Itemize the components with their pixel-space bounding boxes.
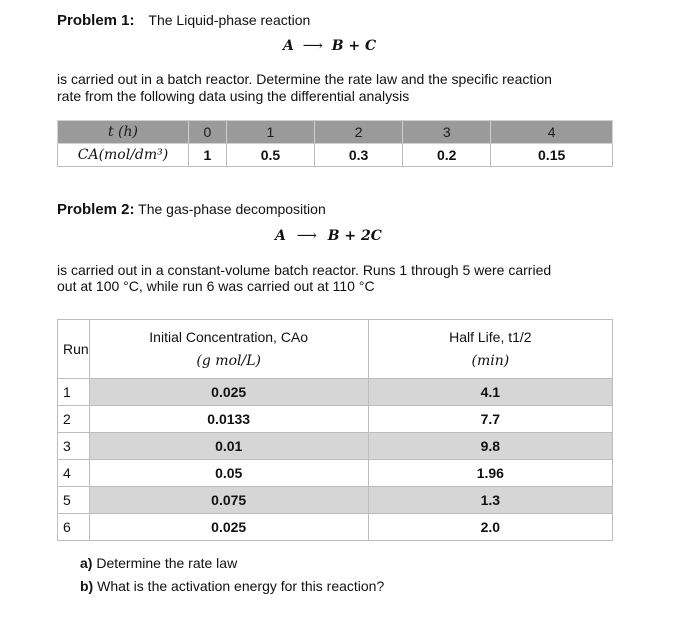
table-row [58,514,613,541]
concentration-cell: 0.05 [89,460,368,487]
table-row [58,406,613,433]
question-a [80,554,237,572]
concentration-cell: 0.0133 [89,406,368,433]
half-life-unit: (min) [471,353,510,369]
time-cell: 0 [189,121,227,144]
initial-concentration-unit: (g mol/L) [196,353,261,369]
question-b-label: b) [80,578,94,594]
problem1-desc-line2: rate from the following data using the differential analysis [57,88,410,104]
problem2-reaction [275,227,382,245]
concentration-cell: 0.3 [315,144,403,167]
problem2-label: Problem 2: [57,201,135,218]
concentration-cell: 1 [189,144,227,167]
run-cell: 1 [58,379,90,406]
initial-concentration-title: Initial Concentration, CAo [149,329,309,345]
problem2-products: B + 2C [327,228,382,244]
concentration-row [58,144,613,167]
problem1-reactant: A [283,38,294,54]
half-life-header [368,320,612,379]
half-life-cell: 9.8 [368,433,612,460]
question-a-text: Determine the rate law [96,555,238,571]
concentration-cell: 0.2 [403,144,491,167]
concentration-cell: 0.025 [89,514,368,541]
time-cell: 1 [226,121,314,144]
problem2-arrow: ⟶ [296,228,317,244]
run-header: Run [58,320,90,379]
run-cell: 4 [58,460,90,487]
time-cell: 3 [403,121,491,144]
problem1-products: B + C [331,38,377,54]
problem2-heading [57,200,326,219]
run-cell: 2 [58,406,90,433]
problem2-data-table [57,319,613,541]
table-row [58,487,613,514]
table-header-row [58,320,613,379]
table-row [58,460,613,487]
problem2-reactant: A [275,228,286,244]
half-life-cell: 1.3 [368,487,612,514]
concentration-header: CA(mol/dm³) [58,144,189,167]
problem2-desc-line1: is carried out in a constant-volume batch reactor. Runs 1 through 5 were carried [57,262,552,278]
problem1-desc-line1: is carried out in a batch reactor. Determine the rate law and the specific reaction [57,71,552,87]
table-row [58,379,613,406]
time-cell: 2 [315,121,403,144]
time-header: t (h) [58,121,189,144]
problem2-desc-line2: out at 100 °C, while run 6 was carried out at 110 °C [57,278,375,294]
question-a-label: a) [80,555,93,571]
problem1-reaction [283,37,376,55]
half-life-title: Half Life, t1/2 [449,329,532,345]
concentration-cell: 0.025 [89,379,368,406]
concentration-cell: 0.01 [89,433,368,460]
run-cell: 3 [58,433,90,460]
concentration-cell: 0.075 [89,487,368,514]
concentration-cell: 0.15 [491,144,613,167]
half-life-cell: 1.96 [368,460,612,487]
problem1-arrow: ⟶ [302,38,323,54]
initial-concentration-header [89,320,368,379]
time-row [58,121,613,144]
problem1-data-table [57,120,613,167]
problem1-heading [57,11,310,30]
problem1-title: The Liquid-phase reaction [148,12,311,28]
problem1-label: Problem 1: [57,12,135,29]
half-life-cell: 7.7 [368,406,612,433]
half-life-cell: 4.1 [368,379,612,406]
concentration-cell: 0.5 [226,144,314,167]
run-cell: 5 [58,487,90,514]
time-cell: 4 [491,121,613,144]
half-life-cell: 2.0 [368,514,612,541]
question-b [80,577,384,595]
table-row [58,433,613,460]
run-cell: 6 [58,514,90,541]
question-b-text: What is the activation energy for this reaction? [97,578,385,594]
problem2-title: The gas-phase decomposition [138,201,326,217]
